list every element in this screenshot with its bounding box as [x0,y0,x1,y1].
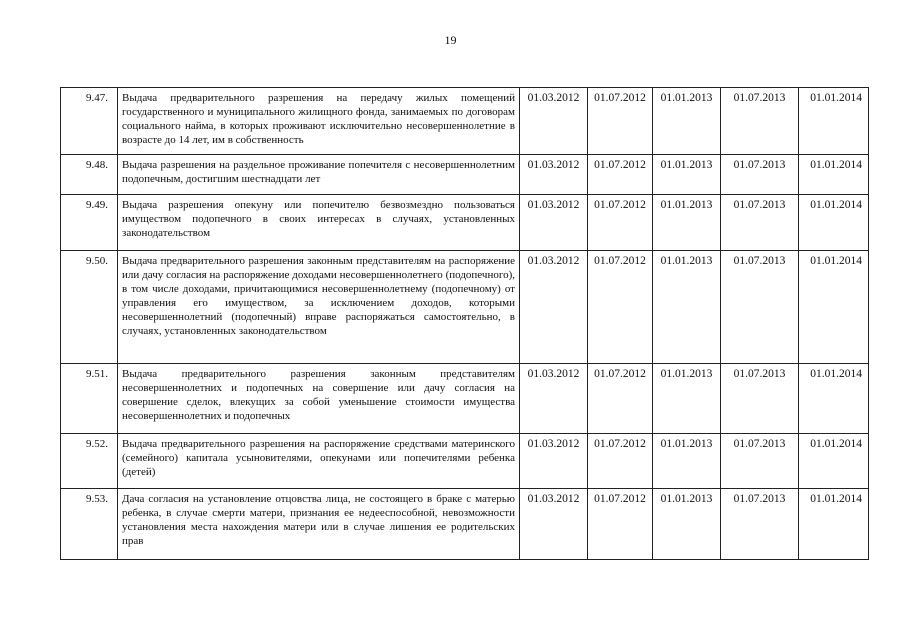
date-stage-2: 01.07.2012 [588,251,653,364]
table-row [61,364,869,434]
date-stage-4: 01.07.2013 [721,155,799,195]
date-stage-4: 01.07.2013 [721,195,799,251]
date-stage-2: 01.07.2012 [588,155,653,195]
service-description: Выдача предварительного разрешения на распоряжение средствами материнского (семейного) капитала усыновителями, опекунами или попечителями ребенка (детей) [118,434,520,489]
date-stage-1: 01.03.2012 [520,155,588,195]
date-stage-3: 01.01.2013 [653,155,721,195]
row-number: 9.51. [61,364,118,434]
date-stage-4: 01.07.2013 [721,364,799,434]
date-stage-4: 01.07.2013 [721,251,799,364]
table-row [61,489,869,560]
table-row [61,251,869,364]
row-number: 9.52. [61,434,118,489]
service-description: Выдача разрешения опекуну или попечителю безвозмездно пользоваться имуществом подопечного в своих интересах в случаях, установленных законодательством [118,195,520,251]
service-description: Дача согласия на установление отцовства лица, не состоящего в браке с матерью ребенка, в случае смерти матери, признания ее недееспособной, невозможности установления места нахождения матери или в случае лишения ее родительских прав [118,489,520,560]
date-stage-2: 01.07.2012 [588,364,653,434]
date-stage-5: 01.01.2014 [799,195,869,251]
date-stage-3: 01.01.2013 [653,88,721,155]
date-stage-2: 01.07.2012 [588,434,653,489]
services-table [60,87,869,560]
date-stage-3: 01.01.2013 [653,251,721,364]
date-stage-1: 01.03.2012 [520,434,588,489]
row-number: 9.50. [61,251,118,364]
date-stage-3: 01.01.2013 [653,195,721,251]
table-row [61,195,869,251]
date-stage-3: 01.01.2013 [653,434,721,489]
date-stage-5: 01.01.2014 [799,434,869,489]
date-stage-5: 01.01.2014 [799,155,869,195]
date-stage-2: 01.07.2012 [588,195,653,251]
row-number: 9.53. [61,489,118,560]
date-stage-1: 01.03.2012 [520,364,588,434]
date-stage-4: 01.07.2013 [721,88,799,155]
service-description: Выдача предварительного разрешения законным представителям на распоряжение или дачу согласия на распоряжение доходами несовершеннолетнего (подопечного), в том числе доходами, причитающимися несовершеннолетнему (подопечному) от управления его имуществом, за исключением доходов, которыми несовершеннолетний (подопечный) вправе распоряжаться самостоятельно, в случаях, установленных законодательством [118,251,520,364]
row-number: 9.48. [61,155,118,195]
date-stage-4: 01.07.2013 [721,434,799,489]
date-stage-2: 01.07.2012 [588,88,653,155]
table-row [61,88,869,155]
date-stage-2: 01.07.2012 [588,489,653,560]
date-stage-4: 01.07.2013 [721,489,799,560]
date-stage-5: 01.01.2014 [799,251,869,364]
date-stage-1: 01.03.2012 [520,195,588,251]
service-description: Выдача предварительного разрешения законным представителям несовершеннолетних и подопечных на совершение или дачу согласия на совершение сделок, влекущих за собой уменьшение стоимости имущества несовершеннолетних и подопечных [118,364,520,434]
date-stage-3: 01.01.2013 [653,364,721,434]
table-row [61,155,869,195]
date-stage-5: 01.01.2014 [799,489,869,560]
row-number: 9.49. [61,195,118,251]
date-stage-5: 01.01.2014 [799,364,869,434]
row-number: 9.47. [61,88,118,155]
date-stage-1: 01.03.2012 [520,489,588,560]
service-description: Выдача разрешения на раздельное проживание попечителя с несовершеннолетним подопечным, достигшим шестнадцати лет [118,155,520,195]
date-stage-1: 01.03.2012 [520,251,588,364]
table-row [61,434,869,489]
page-number: 19 [444,33,457,47]
date-stage-1: 01.03.2012 [520,88,588,155]
date-stage-5: 01.01.2014 [799,88,869,155]
date-stage-3: 01.01.2013 [653,489,721,560]
service-description: Выдача предварительного разрешения на передачу жилых помещений государственного и муниципального жилищного фонда, занимаемых по договорам социального найма, в которых проживают исключительно несовершеннолетние в возрасте до 14 лет, им в собственность [118,88,520,155]
